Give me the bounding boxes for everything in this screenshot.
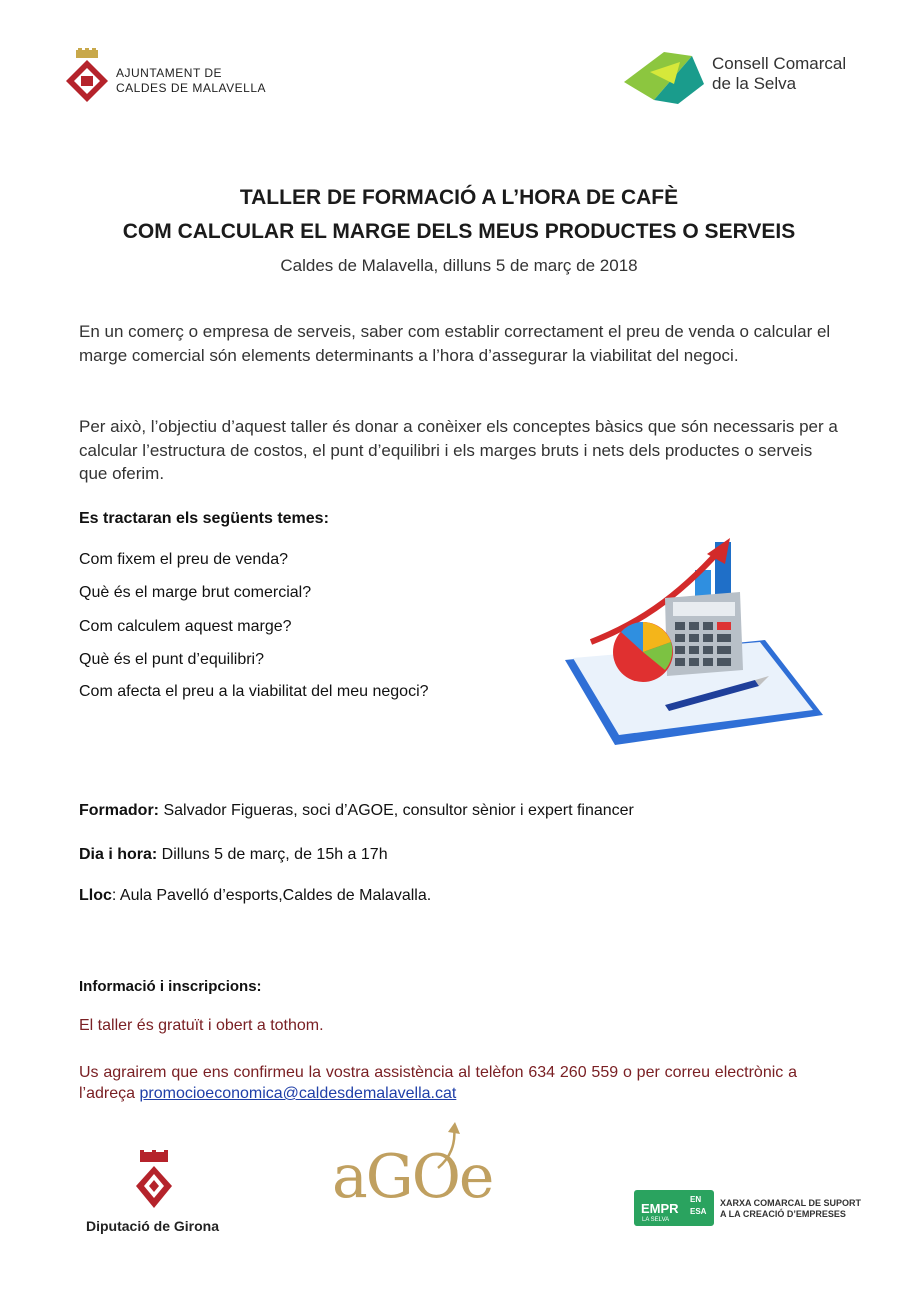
ajuntament-name <box>116 66 266 96</box>
formador-label: Formador: <box>79 802 159 819</box>
diputacio-name: Diputació de Girona <box>86 1218 220 1234</box>
title-line1: TALLER DE FORMACIÓ A L’HORA DE CAFÈ <box>239 186 679 209</box>
ajuntament-line1: AJUNTAMENT DE <box>116 66 223 80</box>
diputacio-crest-icon <box>134 1150 174 1212</box>
subtitle-date-place: Caldes de Malavella, dilluns 5 de març de 2018 <box>280 256 638 275</box>
finance-illustration <box>555 530 830 755</box>
inscriptions-heading: Informació i inscripcions: <box>79 978 262 995</box>
title-line2: COM CALCULAR EL MARGE DELS MEUS PRODUCTES O SERVEIS <box>122 220 796 243</box>
lloc-value: : Aula Pavelló d’esports,Caldes de Malavalla. <box>111 887 432 904</box>
diputacio-girona-logo <box>82 1150 242 1245</box>
consell-comarcal-logo <box>620 44 860 108</box>
email-link[interactable]: promocioeconomica@caldesdemalavella.cat <box>139 1085 457 1102</box>
empren-badge-text: EMPR <box>641 1201 679 1216</box>
formador-row <box>79 802 634 820</box>
topics-heading: Es tractaran els següents temes: <box>79 510 329 527</box>
empren-badge <box>634 1190 714 1226</box>
ajuntament-logo <box>64 48 284 104</box>
free-notice: El taller és gratuït i obert a tothom. <box>79 1017 324 1034</box>
agoe-wordmark: aGOe <box>332 1142 493 1212</box>
consell-comarcal-mark-icon <box>620 48 706 106</box>
ajuntament-line2: CALDES DE MALAVELLA <box>116 81 267 95</box>
consell-line1: Consell Comarcal <box>712 54 847 73</box>
intro-paragraph: En un comerç o empresa de serveis, saber com establir correctament el preu de venda o calcular el marge comercial són elements determinants a l’hora d’assegurar la viabilitat del negoci. <box>79 322 831 365</box>
consell-comarcal-name <box>712 54 846 94</box>
empren-tagline <box>720 1198 861 1220</box>
agoe-logo <box>330 1122 530 1217</box>
empren-badge-esa: ESA <box>690 1207 707 1216</box>
empren-line1: XARXA COMARCAL DE SUPORT <box>720 1198 862 1208</box>
dia-hora-row <box>79 846 388 864</box>
empren-badge-en: EN <box>690 1195 702 1204</box>
dia-hora-value: Dilluns 5 de març, de 15h a 17h <box>157 846 388 863</box>
lloc-row <box>79 887 431 905</box>
topic-item: Com afecta el preu a la viabilitat del meu negoci? <box>79 683 429 700</box>
objective-paragraph: Per això, l’objectiu d’aquest taller és donar a conèixer els conceptes bàsics que són necessaris per a calcular l’estructura de costos, el punt d’equilibri i els marges bruts i nets dels productes o serveis que oferim. <box>79 417 838 483</box>
empren-line2: A LA CREACIÓ D’EMPRESES <box>720 1209 846 1219</box>
topic-item: Què és el punt d’equilibri? <box>79 651 265 668</box>
confirmation-body: Us agrairem que ens confirmeu la vostra assistència al telèfon 634 260 559 o per correu electrònic a l’adreça <box>79 1064 797 1102</box>
consell-line2: de la Selva <box>712 74 797 93</box>
topic-item: Com calculem aquest marge? <box>79 618 292 635</box>
empren-badge-small: LA SELVA <box>642 1217 670 1223</box>
formador-value: Salvador Figueras, soci d’AGOE, consultor sènior i expert financer <box>159 802 634 819</box>
dia-hora-label: Dia i hora: <box>79 846 158 863</box>
ajuntament-crest-icon <box>64 48 110 104</box>
lloc-label: Lloc <box>79 887 112 904</box>
confirmation-text <box>79 1062 797 1104</box>
topic-item: Com fixem el preu de venda? <box>79 551 288 568</box>
topic-item: Què és el marge brut comercial? <box>79 584 312 601</box>
empren-logo <box>634 1190 874 1230</box>
